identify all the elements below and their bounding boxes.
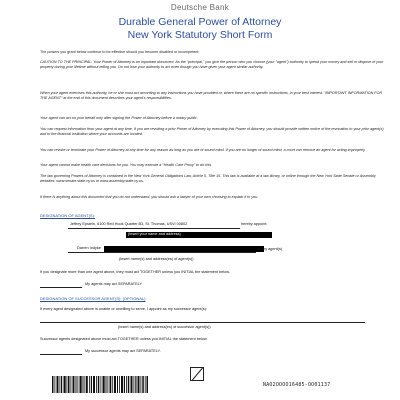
agent-value: Darren Indyke <box>77 246 101 250</box>
document-title: Durable General Power of Attorney <box>118 16 282 28</box>
document-subtitle: New York Statutory Short Form <box>127 29 273 41</box>
agent-caption: (insert name(s) and address(es) of agent(s)) <box>119 257 194 261</box>
request-info-text: You can request information from your agent at any time. If you are revoking a prior Power of Attorney by executing this Power of Attorney, you should provide written notice of the revocation to your prior agent(s) and to the financial institution where your accounts are located. <box>40 127 384 136</box>
questions-text: If there is anything about this document that you do not understand, you should ask a lawyer of your own choosing to explain it to you. <box>40 195 259 199</box>
together-text: If you designate more than one agent above, they must act TOGETHER unless you INITIAL the statement below. <box>40 270 230 274</box>
redaction-bar <box>104 246 264 252</box>
successor-separately-text: My successor agents may act SEPARATELY. <box>85 349 161 353</box>
agent-line <box>68 252 256 253</box>
successor-intro: If every agent designated above is unable or unwilling to serve, I appoint as my successor agent(s): <box>40 307 207 311</box>
agent-suffix: as my agent(s) <box>257 247 283 251</box>
notary-text: Your agent can act on your behalf only after signing the Power of Attorney before a notary public. <box>40 116 198 120</box>
bank-name: Deutsche Bank <box>170 3 230 12</box>
successor-heading: DESIGNATION OF SUCCESSOR AGENT(S): (OPTIONAL) <box>40 296 146 301</box>
document-reference: NAO2OOOO16485-OO01137 <box>263 382 331 388</box>
health-care-text: Your agent cannot make health care decisions for you. You may execute a "Health Care Proxy" to do this. <box>40 163 213 167</box>
successor-initial-line <box>40 354 82 355</box>
principal-line <box>68 228 240 229</box>
successor-line <box>40 322 365 323</box>
principal-caption: (insert your name and address) <box>128 232 181 236</box>
caution-text: CAUTION TO THE PRINCIPAL: Your Power of Attorney is an important document. As the "principal," you give the person who you choose (your "agent") authority to spend your money and sell or dispose of your property during your lifetime without telling you. Do not lose your authority to act even though you have given your agent similar authority. <box>40 60 384 69</box>
initial-line <box>40 287 82 288</box>
agents-heading: DESIGNATION OF AGENT(S): <box>40 213 96 218</box>
successor-together-text: Successor agents designated above must act TOGETHER unless you INITIAL the statement below. <box>40 337 208 341</box>
barcode-icon <box>52 376 148 393</box>
intro-text: The powers you grant below continue to be effective should you become disabled or incompetent: <box>40 50 200 54</box>
appoint-suffix: hereby appoint: <box>241 222 268 226</box>
successor-caption: (insert name(s) and address(es) of successor agent(s)) <box>118 325 211 329</box>
separately-text: My agents may act SEPARATELY. <box>85 282 143 286</box>
revoke-text: You can revoke or terminate your Power of Attorney at any time for any reason as long as you are of sound mind. If you are no longer of sound mind, a court can remove an agent for acting improperly. <box>40 148 366 152</box>
governing-law-text: The law governing Powers of Attorney is contained in the New York General Obligations Law, Article 5, Title 15. This law is available at a law library, or online through the New York State Senate or Assembly websites, www.senate.state.ny.us or www.assembly.state.ny.us. <box>40 174 376 183</box>
agent-exercise-text: When your agent exercises this authority, he or she must act according to any instructions you have provided or, where there are no specific instructions, in your best interest. "IMPORTANT INFORMATION FOR THE AGENT" at the end of this document describes your agent's responsibilities. <box>40 91 383 100</box>
principal-value: Jeffrey Epstein, 6100 Red Hook Quarter B3, St. Thomas, USVI 00802 <box>70 222 188 226</box>
bank-logo-icon <box>190 367 204 381</box>
